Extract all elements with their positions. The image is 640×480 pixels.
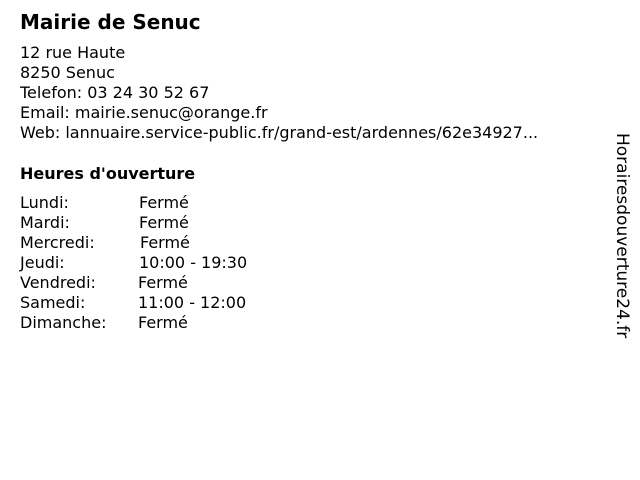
day-label: Samedi: [20, 293, 86, 312]
day-label: Mardi: [20, 213, 70, 232]
day-label: Jeudi: [20, 253, 65, 272]
site-watermark: Horairesdouverture24.fr [612, 133, 632, 339]
hours-value: 10:00 - 19:30 [139, 253, 248, 272]
day-label: Vendredi: [20, 273, 96, 292]
hours-value: Fermé [139, 193, 189, 212]
hours-value: Fermé [139, 213, 189, 232]
hours-heading: Heures d'ouverture [20, 164, 196, 183]
hours-value: Fermé [138, 313, 188, 332]
address-city: 8250 Senuc [20, 63, 115, 82]
web-link[interactable]: Web: lannuaire.service-public.fr/grand-est/ardennes/62e34927... [20, 123, 539, 142]
hours-value: Fermé [140, 233, 190, 252]
page-title: Mairie de Senuc [20, 10, 201, 34]
day-label: Dimanche: [20, 313, 107, 332]
day-label: Mercredi: [20, 233, 95, 252]
contact-block [20, 43, 538, 143]
phone-text: Telefon: 03 24 30 52 67 [20, 83, 210, 102]
hours-value: 11:00 - 12:00 [138, 293, 247, 312]
email-text: Email: mairie.senuc@orange.fr [20, 103, 268, 122]
address-street: 12 rue Haute [20, 43, 126, 62]
hours-value: Fermé [138, 273, 188, 292]
day-label: Lundi: [20, 193, 69, 212]
